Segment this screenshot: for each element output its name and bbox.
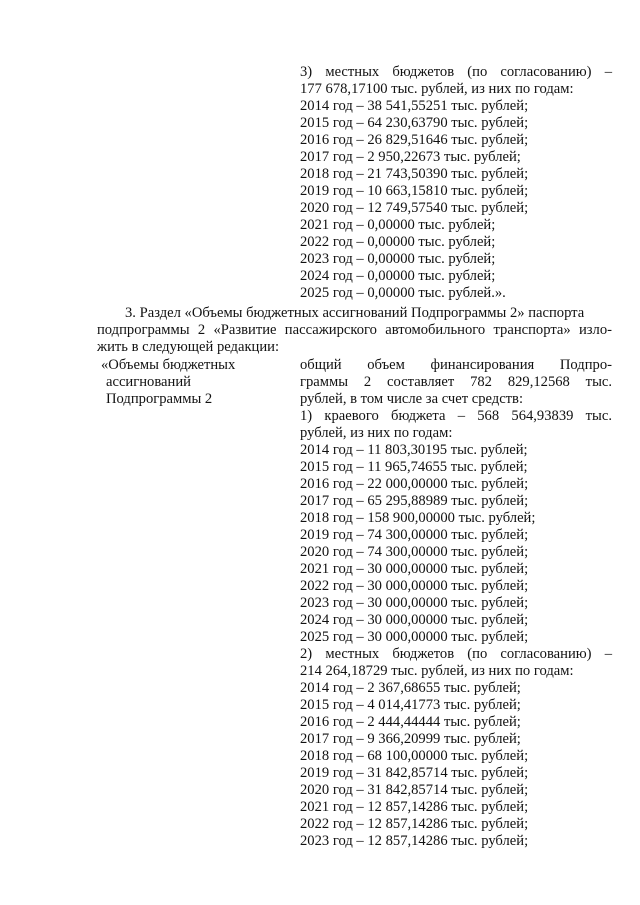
year-line: 2022 год – 0,00000 тыс. рублей; [300,234,496,250]
year-line: 2023 год – 12 857,14286 тыс. рублей; [300,833,529,849]
year-line: 2018 год – 68 100,00000 тыс. рублей; [300,748,529,764]
passport-row-content [300,357,612,850]
section-paragraph-line-2: подпрограммы 2 «Развитие пассажирского автомобильного транспорта» изло- [97,322,612,338]
year-line: 2014 год – 11 803,30195 тыс. рублей; [300,442,528,458]
year-line: 2017 год – 65 295,88989 тыс. рублей; [300,493,529,509]
year-line: 2023 год – 0,00000 тыс. рублей; [300,251,496,267]
year-line: 2020 год – 74 300,00000 тыс. рублей; [300,544,529,560]
local-budget-line-1: 2) местных бюджетов (по согласованию) – [300,646,612,662]
year-line: 2021 год – 0,00000 тыс. рублей; [300,217,496,233]
year-line: 2025 год – 0,00000 тыс. рублей.». [300,285,506,301]
regional-budget-line-1: 1) краевого бюджета – 568 564,93839 тыс. [300,408,612,424]
regional-budget-line-2: рублей, из них по годам: [300,425,453,441]
year-line: 2021 год – 12 857,14286 тыс. рублей; [300,799,529,815]
local-budget-header-line-2: 177 678,17100 тыс. рублей, из них по годам: [300,81,574,97]
total-line-2: граммы 2 составляет 782 829,12568 тыс. [300,374,612,390]
year-line: 2015 год – 11 965,74655 тыс. рублей; [300,459,528,475]
year-line: 2014 год – 2 367,68655 тыс. рублей; [300,680,521,696]
local-budget-line-2: 214 264,18729 тыс. рублей, из них по годам: [300,663,574,679]
year-line: 2014 год – 38 541,55251 тыс. рублей; [300,98,529,114]
year-line: 2022 год – 30 000,00000 тыс. рублей; [300,578,529,594]
year-line: 2019 год – 74 300,00000 тыс. рублей; [300,527,529,543]
year-line: 2024 год – 0,00000 тыс. рублей; [300,268,496,284]
section-paragraph [97,305,612,356]
local-budget-header-line-1: 3) местных бюджетов (по согласованию) – [300,64,612,80]
year-line: 2025 год – 30 000,00000 тыс. рублей; [300,629,529,645]
year-line: 2017 год – 2 950,22673 тыс. рублей; [300,149,521,165]
year-line: 2019 год – 10 663,15810 тыс. рублей; [300,183,529,199]
section-paragraph-line-1: 3. Раздел «Объемы бюджетных ассигнований Подпрограммы 2» паспорта [125,305,585,321]
year-line: 2018 год – 21 743,50390 тыс. рублей; [300,166,529,182]
year-line: 2016 год – 22 000,00000 тыс. рублей; [300,476,529,492]
year-line: 2023 год – 30 000,00000 тыс. рублей; [300,595,529,611]
section-paragraph-line-3: жить в следующей редакции: [97,339,280,355]
year-line: 2015 год – 64 230,63790 тыс. рублей; [300,115,529,131]
total-line-1: общий объем финансирования Подпро- [300,357,612,373]
label-line-2: ассигнований [106,374,191,390]
year-line: 2019 год – 31 842,85714 тыс. рублей; [300,765,529,781]
total-line-3: рублей, в том числе за счет средств: [300,391,524,407]
label-line-3: Подпрограммы 2 [106,391,213,407]
year-line: 2020 год – 31 842,85714 тыс. рублей; [300,782,529,798]
year-line: 2022 год – 12 857,14286 тыс. рублей; [300,816,529,832]
year-line: 2016 год – 26 829,51646 тыс. рублей; [300,132,529,148]
year-line: 2017 год – 9 366,20999 тыс. рублей; [300,731,521,747]
year-line: 2020 год – 12 749,57540 тыс. рублей; [300,200,529,216]
year-line: 2024 год – 30 000,00000 тыс. рублей; [300,612,529,628]
local-budget-continuation [300,64,612,302]
year-line: 2016 год – 2 444,44444 тыс. рублей; [300,714,521,730]
year-line: 2021 год – 30 000,00000 тыс. рублей; [300,561,529,577]
passport-row-label [101,357,291,408]
label-line-1: «Объемы бюджетных [101,357,236,373]
year-line: 2015 год – 4 014,41773 тыс. рублей; [300,697,521,713]
year-line: 2018 год – 158 900,00000 тыс. рублей; [300,510,536,526]
